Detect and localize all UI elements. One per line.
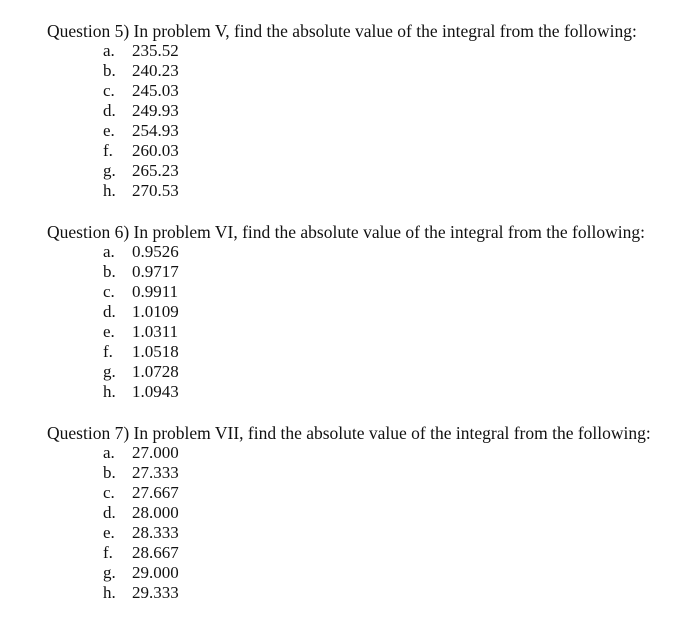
option-value: 270.53 [132, 181, 179, 200]
option-letter: d. [103, 503, 116, 522]
option-g [47, 362, 687, 382]
question-5 [47, 21, 687, 201]
option-value: 27.000 [132, 443, 179, 462]
option-e [47, 121, 687, 141]
option-letter: e. [103, 322, 115, 341]
option-value: 1.0943 [132, 382, 179, 401]
option-value: 0.9717 [132, 262, 179, 281]
option-letter: a. [103, 443, 115, 462]
option-d [47, 101, 687, 121]
option-value: 29.000 [132, 563, 179, 582]
option-h [47, 583, 687, 603]
option-value: 260.03 [132, 141, 179, 160]
option-e [47, 322, 687, 342]
option-letter: h. [103, 382, 116, 401]
option-letter: g. [103, 161, 116, 180]
option-c [47, 282, 687, 302]
question-prompt: Question 7) In problem VII, find the absolute value of the integral from the following: [47, 423, 651, 443]
option-d [47, 302, 687, 322]
option-f [47, 141, 687, 161]
option-value: 0.9911 [132, 282, 179, 301]
option-b [47, 61, 687, 81]
option-a [47, 41, 687, 61]
option-f [47, 543, 687, 563]
option-a [47, 443, 687, 463]
question-7 [47, 423, 687, 603]
option-c [47, 483, 687, 503]
option-letter: c. [103, 282, 115, 301]
answer-options [47, 242, 687, 402]
option-letter: c. [103, 81, 115, 100]
option-c [47, 81, 687, 101]
option-h [47, 382, 687, 402]
option-b [47, 262, 687, 282]
option-b [47, 463, 687, 483]
option-value: 28.000 [132, 503, 179, 522]
option-value: 240.23 [132, 61, 179, 80]
option-letter: b. [103, 61, 116, 80]
option-value: 245.03 [132, 81, 179, 100]
option-value: 0.9526 [132, 242, 179, 261]
option-letter: f. [103, 141, 113, 160]
option-value: 254.93 [132, 121, 179, 140]
option-letter: d. [103, 302, 116, 321]
option-value: 27.667 [132, 483, 179, 502]
option-e [47, 523, 687, 543]
option-letter: a. [103, 41, 115, 60]
option-letter: a. [103, 242, 115, 261]
option-value: 1.0109 [132, 302, 179, 321]
option-value: 249.93 [132, 101, 179, 120]
option-letter: e. [103, 121, 115, 140]
option-letter: c. [103, 483, 115, 502]
option-value: 27.333 [132, 463, 179, 482]
option-d [47, 503, 687, 523]
option-f [47, 342, 687, 362]
answer-options [47, 41, 687, 201]
question-6 [47, 222, 687, 402]
option-value: 1.0518 [132, 342, 179, 361]
question-prompt: Question 5) In problem V, find the absolute value of the integral from the following: [47, 21, 637, 41]
option-value: 29.333 [132, 583, 179, 602]
option-letter: e. [103, 523, 115, 542]
option-letter: g. [103, 563, 116, 582]
option-letter: f. [103, 543, 113, 562]
option-g [47, 161, 687, 181]
option-letter: b. [103, 262, 116, 281]
option-letter: g. [103, 362, 116, 381]
option-letter: d. [103, 101, 116, 120]
answer-options [47, 443, 687, 603]
option-letter: h. [103, 181, 116, 200]
option-letter: f. [103, 342, 113, 361]
option-value: 1.0728 [132, 362, 179, 381]
option-letter: h. [103, 583, 116, 602]
option-letter: b. [103, 463, 116, 482]
option-value: 1.0311 [132, 322, 179, 341]
option-a [47, 242, 687, 262]
question-prompt: Question 6) In problem VI, find the absolute value of the integral from the following: [47, 222, 645, 242]
option-h [47, 181, 687, 201]
option-value: 235.52 [132, 41, 179, 60]
option-value: 265.23 [132, 161, 179, 180]
option-value: 28.667 [132, 543, 179, 562]
option-value: 28.333 [132, 523, 179, 542]
option-g [47, 563, 687, 583]
